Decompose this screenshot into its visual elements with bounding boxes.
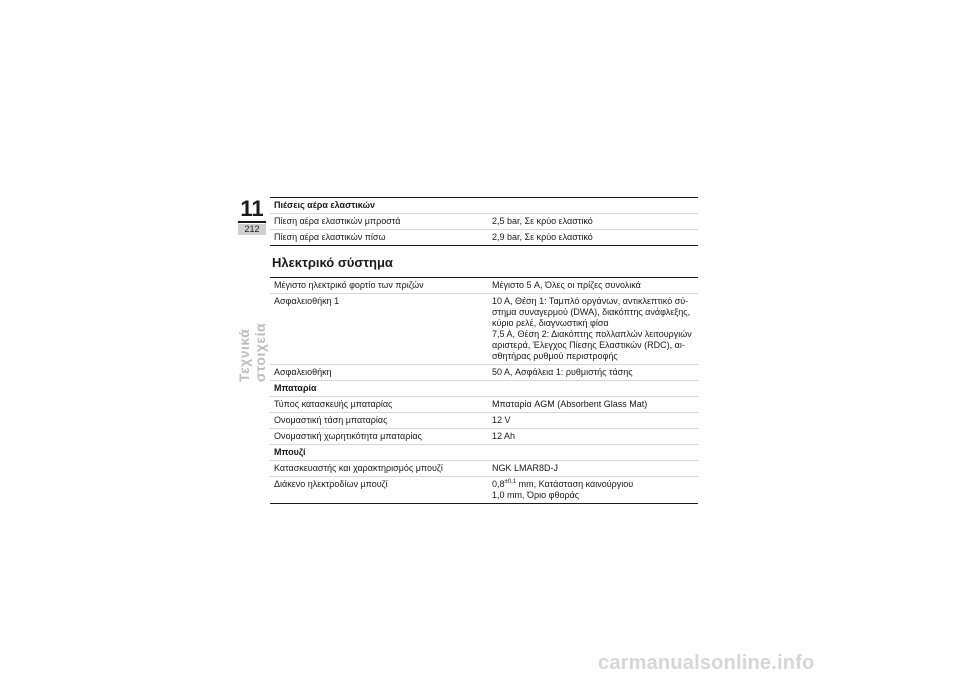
row-value: 50 A, Ασφάλεια 1: ρυθμιστής τάσης: [488, 365, 698, 381]
table-row: [270, 429, 698, 445]
tire-pressure-table: [270, 197, 698, 246]
chapter-tab: [238, 198, 266, 235]
fuse-line: στημα συναγερμού (DWA), διακόπτης ανάφλεξης,: [492, 307, 691, 317]
table-row: [270, 365, 698, 381]
row-label: Μέγιστο ηλεκτρικό φορτίο των πριζών: [270, 278, 488, 294]
row-label: Ονομαστική χωρητικότητα μπαταρίας: [270, 429, 488, 445]
row-value: Μέγιστο 5 A, Όλες οι πρίζες συνολικά: [488, 278, 698, 294]
fuse-line: 7,5 A, Θέση 2: Διακόπτης πολλαπλών λειτουργιών: [492, 329, 692, 339]
table-row: [270, 294, 698, 365]
row-label: Ασφαλειοθήκη 1: [270, 294, 488, 365]
table-row: [270, 413, 698, 429]
row-value: NGK LMAR8D-J: [488, 461, 698, 477]
table-row: [270, 461, 698, 477]
table-row: [270, 230, 698, 246]
row-label: Τύπος κατασκευής μπαταρίας: [270, 397, 488, 413]
fuse-line: κύριο ρελέ, διαγνωστική φίσα: [492, 318, 609, 328]
battery-heading: Μπαταρία: [270, 381, 698, 397]
row-value: 2,9 bar, Σε κρύο ελαστικό: [488, 230, 698, 246]
gap-line-2: 1,0 mm, Όριο φθοράς: [492, 490, 580, 500]
table-row: [270, 397, 698, 413]
tire-pressure-heading: Πιέσεις αέρα ελαστικών: [270, 198, 698, 214]
gap-rest: mm, Κατάσταση καινούργιου: [516, 479, 634, 489]
row-label: Ονομαστική τάση μπαταρίας: [270, 413, 488, 429]
chapter-divider: [238, 221, 266, 223]
fuse-line: σθητήρας ρυθμού περιστροφής: [492, 351, 618, 361]
fuse-line: 10 A, Θέση 1: Ταμπλό οργάνων, αντικλεπτικό σύ-: [492, 296, 689, 306]
table-row: [270, 278, 698, 294]
spark-plug-heading: Μπουζί: [270, 445, 698, 461]
fuse-line: αριστερά, Έλεγχος Πίεσης Ελαστικών (RDC), αι-: [492, 340, 685, 350]
chapter-side-title: Τεχνικά στοιχεία: [236, 322, 268, 382]
row-value: 2,5 bar, Σε κρύο ελαστικό: [488, 214, 698, 230]
row-label: Πίεση αέρα ελαστικών μπροστά: [270, 214, 488, 230]
row-value: [488, 294, 698, 365]
table-group-row: [270, 445, 698, 461]
electrical-table: [270, 277, 698, 504]
watermark: carmanualsonline.info: [598, 652, 815, 674]
row-value: 12 V: [488, 413, 698, 429]
row-value: 12 Ah: [488, 429, 698, 445]
gap-base: 0,8: [492, 479, 505, 489]
table-group-row: [270, 381, 698, 397]
row-label: Διάκενο ηλεκτροδίων μπουζί: [270, 477, 488, 504]
page-number: 212: [238, 224, 266, 235]
table-row: [270, 214, 698, 230]
row-label: Κατασκευαστής και χαρακτηρισμός μπουζί: [270, 461, 488, 477]
row-value: [488, 477, 698, 504]
gap-tolerance: ±0,1: [504, 479, 517, 485]
electrical-section-title: Ηλεκτρικό σύστημα: [272, 255, 393, 270]
gap-line: [492, 479, 694, 490]
page-content: [270, 197, 698, 504]
row-label: Ασφαλειοθήκη: [270, 365, 488, 381]
chapter-number: 11: [240, 196, 264, 221]
table-heading-row: [270, 198, 698, 214]
table-row: [270, 477, 698, 504]
row-value: Μπαταρία AGM (Absorbent Glass Mat): [488, 397, 698, 413]
row-label: Πίεση αέρα ελαστικών πίσω: [270, 230, 488, 246]
